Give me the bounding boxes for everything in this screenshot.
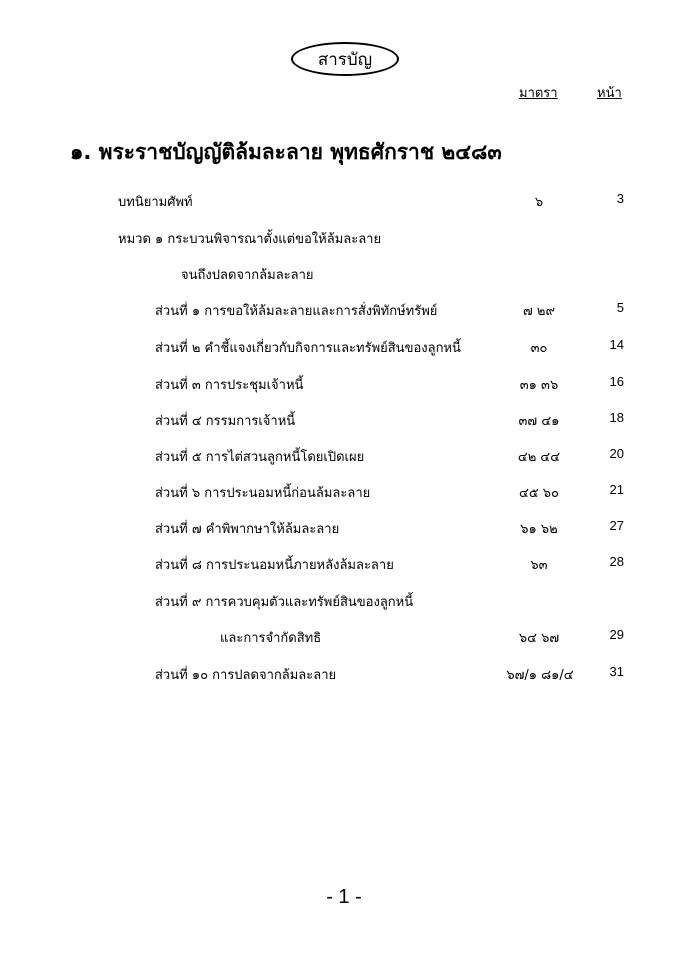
toc-entry-page: 14: [609, 337, 624, 352]
toc-entry-text: ส่วนที่ ๖ การประนอมหนี้ก่อนล้มละลาย: [155, 486, 371, 501]
toc-title: สารบัญ: [291, 42, 399, 76]
toc-entry-page: 29: [609, 627, 624, 642]
page-number: - 1 -: [326, 886, 362, 908]
toc-entry-text: ส่วนที่ ๓ การประชุมเจ้าหนี้: [155, 378, 304, 393]
toc-entry-section: ๖: [534, 195, 544, 210]
toc-entry-page: 31: [609, 664, 624, 679]
toc-entry-text: ส่วนที่ ๔ กรรมการเจ้าหนี้: [155, 414, 296, 429]
toc-entry-section: ๖๑ ๖๒: [520, 522, 558, 537]
toc-entry-text: ส่วนที่ ๑๐ การปลดจากล้มละลาย: [155, 668, 337, 683]
toc-entry-section: ๔๕ ๖๐: [519, 486, 559, 501]
toc-entry-section: ๓๗ ๔๑: [518, 414, 560, 429]
toc-entry-page: 16: [609, 374, 624, 389]
toc-entry-text: ส่วนที่ ๘ การประนอมหนี้ภายหลังล้มละลาย: [155, 558, 394, 573]
toc-entry-text: บทนิยามศัพท์: [118, 195, 193, 210]
toc-entry-text: ส่วนที่ ๗ คำพิพากษาให้ล้มละลาย: [155, 522, 340, 537]
toc-entry-section: ๔๒ ๔๔: [517, 450, 561, 465]
act-heading: ๑. พระราชบัญญัติล้มละลาย พุทธศักราช ๒๔๘๓: [70, 140, 502, 164]
toc-entry-page: 3: [616, 191, 624, 206]
toc-entry-text: ส่วนที่ ๕ การไต่สวนลูกหนี้โดยเปิดเผย: [155, 450, 365, 465]
toc-entry-section: ๖๔ ๖๗: [518, 631, 560, 646]
column-header-section: มาตรา: [519, 86, 558, 101]
toc-entry-section: ๓๐: [530, 341, 548, 356]
toc-entry-page: 20: [609, 446, 624, 461]
toc-entry-section: ๖๗/๑ ๘๑/๔: [506, 668, 574, 683]
toc-entry-text: ส่วนที่ ๙ การควบคุมตัวและทรัพย์สินของลูกหนี้: [155, 595, 414, 610]
toc-entry-text: และการจำกัดสิทธิ: [220, 631, 322, 646]
toc-entry-page: 27: [609, 518, 624, 533]
toc-entry-page: 21: [609, 482, 624, 497]
toc-entry-section: ๓๑ ๓๖: [519, 378, 559, 393]
toc-entry-page: 18: [609, 410, 624, 425]
toc-entry-section: ๗ ๒๙: [523, 304, 555, 319]
column-header-page: หน้า: [597, 86, 622, 101]
toc-entry-text: ส่วนที่ ๑ การขอให้ล้มละลายและการสั่งพิทักษ์ทรัพย์: [155, 304, 438, 319]
toc-entry-page: 28: [609, 554, 624, 569]
toc-entry-text: จนถึงปลดจากล้มละลาย: [181, 268, 314, 283]
toc-entry-text: หมวด ๑ กระบวนพิจารณาตั้งแต่ขอให้ล้มละลาย: [118, 232, 382, 247]
toc-entry-text: ส่วนที่ ๒ คำชี้แจงเกี่ยวกับกิจการและทรัพย์สินของลูกหนี้: [155, 341, 461, 356]
toc-entry-section: ๖๓: [530, 558, 548, 573]
toc-entry-page: 5: [616, 300, 624, 315]
